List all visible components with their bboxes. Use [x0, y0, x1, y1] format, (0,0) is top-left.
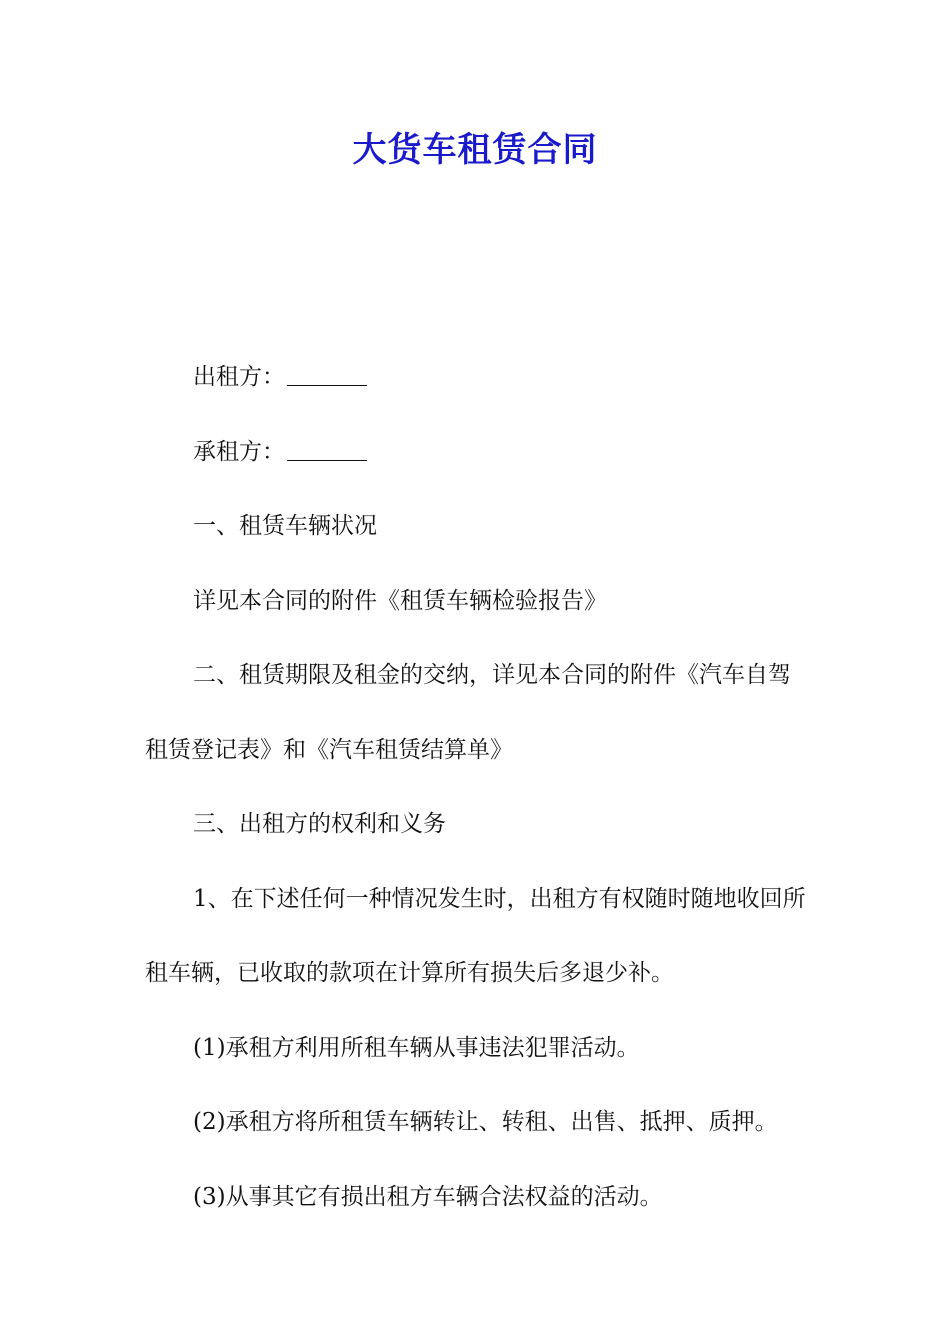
document-title: 大货车租赁合同: [352, 130, 598, 170]
lessor-label: 出租方：: [193, 364, 285, 390]
lessor-blank: [287, 384, 367, 386]
section-1-detail: 详见本合同的附件《租赁车辆检验报告》: [193, 587, 607, 614]
section-heading-1: 一、租赁车辆状况: [193, 513, 377, 539]
lessee-label: 承租方：: [193, 438, 285, 465]
clause-item-2: (2)承租方将所租赁车辆转让、转租、出售、抵押、质押。: [193, 1109, 778, 1135]
clause-1: 1、在下述任何一种情况发生时，出租方有权随时随地收回所租车辆，已收取的款项在计算所有损失后多退少补。: [145, 885, 806, 986]
clause-item-1: (1)承租方利用所租车辆从事违法犯罪活动。: [193, 1034, 640, 1061]
section-heading-3: 三、出租方的权利和义务: [193, 811, 446, 837]
lessee-line: [145, 415, 810, 490]
lessee-blank: [287, 459, 367, 461]
document-body: [145, 340, 810, 1234]
section-heading-2: 二、租赁期限及租金的交纳，详见本合同的附件《汽车自驾租赁登记表》和《汽车租赁结算单》: [145, 662, 791, 763]
lessor-line: [145, 340, 810, 415]
clause-item-3: (3)从事其它有损出租方车辆合法权益的活动。: [193, 1183, 663, 1210]
